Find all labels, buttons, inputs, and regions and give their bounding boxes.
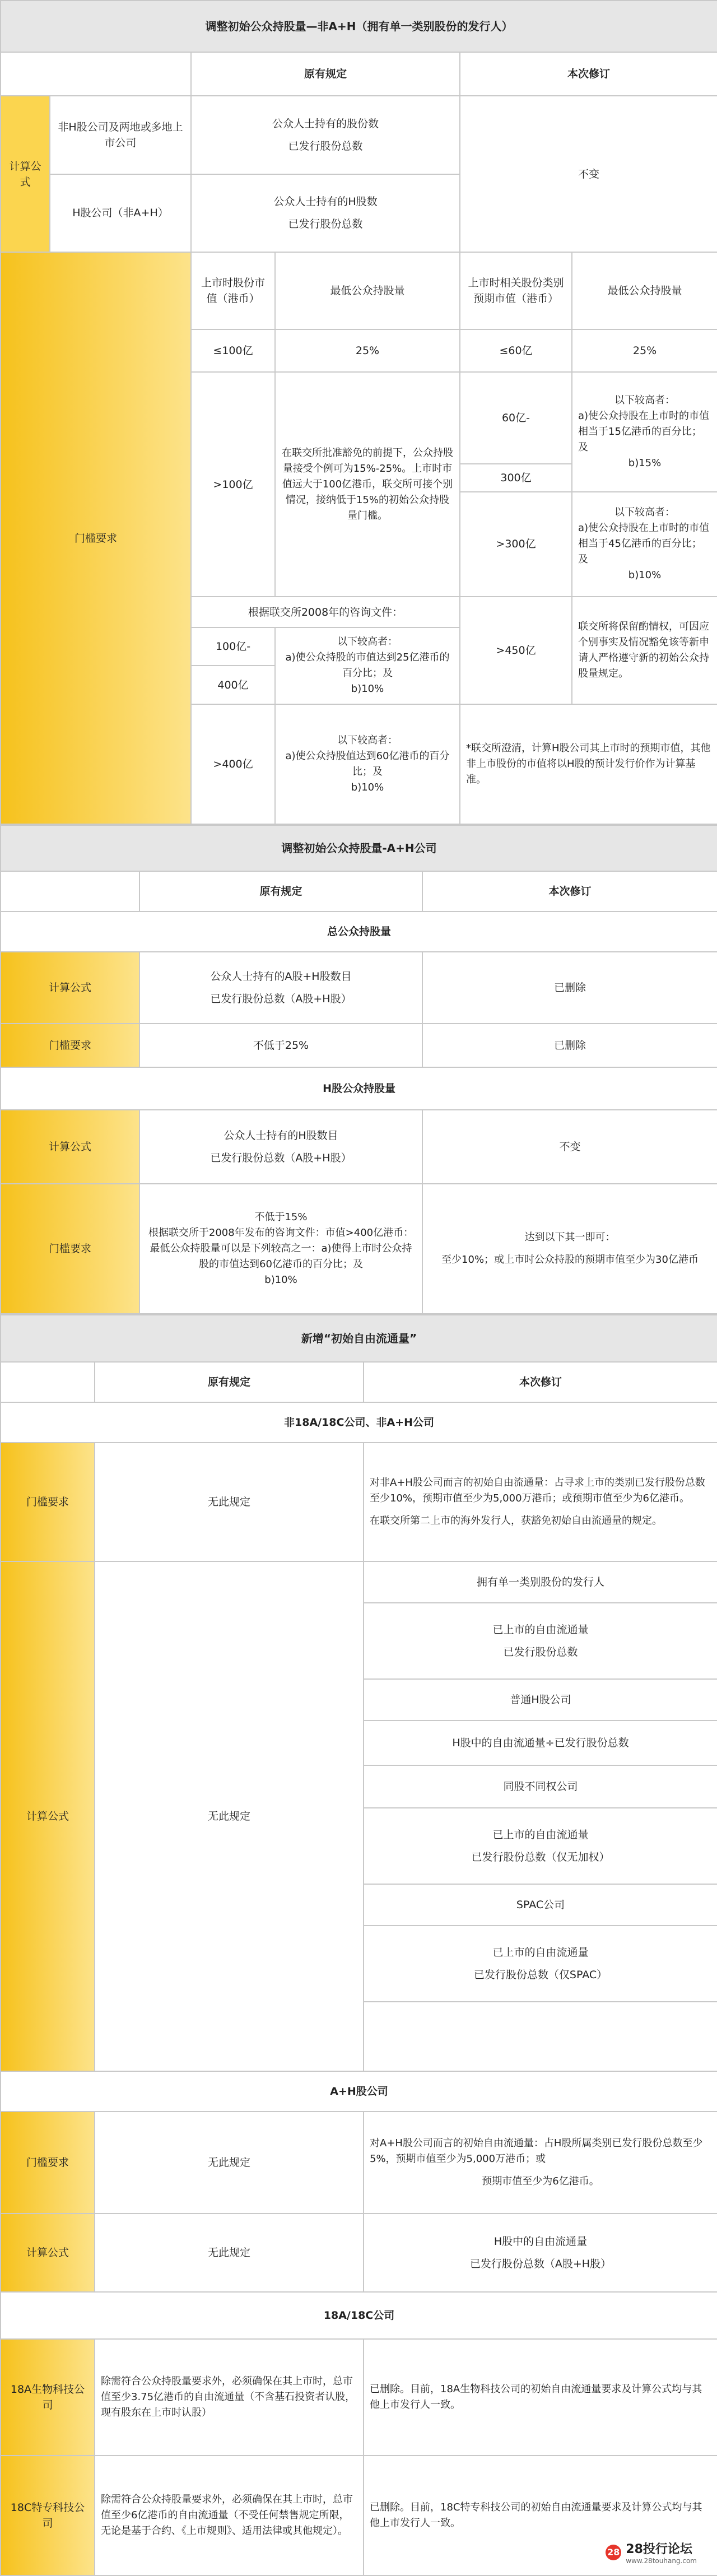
header-old-rules: 原有规定 xyxy=(139,871,422,912)
formula-h-share-label: 普通H股公司 xyxy=(364,1679,717,1721)
table-title: 调整初始公众持股量-A+H公司 xyxy=(1,825,717,871)
formula-numerator: 公众人士持有的股份数 xyxy=(272,117,379,130)
header-revision: 本次修订 xyxy=(422,871,717,912)
formula-wvr: 已上市的自由流通量 已发行股份总数（仅无加权） xyxy=(364,1808,717,1884)
total-threshold-deleted: 已删除 xyxy=(422,1024,717,1067)
h-threshold-new: 达到以下其一即可： 至少10%；或上市时公众持股的预期市值至少为30亿港币 xyxy=(422,1184,717,1314)
old-gt400: >400亿 xyxy=(191,704,275,824)
h-formula: 公众人士持有的H股数目 已发行股份总数（A股+H股） xyxy=(139,1110,422,1184)
calc-formula-label: 计算公式 xyxy=(1,1561,95,2071)
calc-formula-label: 计算公式 xyxy=(1,96,50,252)
new-60-300: 60亿- xyxy=(460,372,572,464)
section-h-public-float: H股公众持股量 xyxy=(1,1067,717,1110)
special-tech-new: 已删除。目前，18C特专科技公司的初始自由流通量要求及计算公式均与其他上市发行人一致。 xyxy=(364,2456,717,2575)
h-threshold-old: 不低于15% 根据联交所于2008年发布的咨询文件：市值>400亿港币：最低公众持股量可以是下列较高之一：a)使得上市时公众持股的市值达到60亿港币的百分比；及 b)10% xyxy=(139,1184,422,1314)
calc-formula-label: 计算公式 xyxy=(1,2214,95,2292)
section-ah: A+H股公司 xyxy=(1,2071,717,2112)
header-old-rules: 原有规定 xyxy=(191,52,460,96)
new-gt450-desc: 联交所将保留酌情权，可因应个别事实及情况豁免该等新申请人严格遵守新的初始公众持股量规定。 xyxy=(572,597,717,704)
biotech-old: 除需符合公众持股量要求外，必须确保在其上市时，总市值至少3.75亿港币的自由流通量（不含基石投资者认股，现有股东在上市时认股） xyxy=(95,2339,364,2456)
new-gt300-rule: 以下较高者： a)使公众持股在上市时的市值相当于45亿港币的百分比；及 b)10% xyxy=(572,492,717,597)
threshold-label: 门槛要求 xyxy=(1,2112,95,2214)
forum-logo-icon: 28 xyxy=(606,2545,621,2560)
section-non-18a-18c: 非18A/18C公司、非A+H公司 xyxy=(1,1402,717,1443)
calc-formula-label: 计算公式 xyxy=(1,952,139,1024)
old-100-400-bottom: 400亿 xyxy=(191,666,275,704)
watermark-url: www.28touhang.com xyxy=(626,2557,697,2565)
formula-numerator: 公众人士持有的H股数 xyxy=(273,196,378,208)
new-gt300: >300亿 xyxy=(460,492,572,597)
biotech-label: 18A生物科技公司 xyxy=(1,2339,95,2456)
old-gt100: >100亿 xyxy=(191,372,275,597)
ah-threshold-old: 无此规定 xyxy=(95,2112,364,2214)
ah-calc-old: 无此规定 xyxy=(95,2214,364,2292)
formula-denominator: 已发行股份总数 xyxy=(288,218,363,231)
new-le60-min: 25% xyxy=(572,329,717,372)
h-company-label: H股公司（非A+H） xyxy=(50,174,191,253)
old-col-market-value: 上市时股份市值（港币） xyxy=(191,252,275,329)
threshold-label: 门槛要求 xyxy=(1,1024,139,1067)
biotech-new: 已删除。目前，18A生物科技公司的初始自由流通量要求及计算公式均与其他上市发行人一致。 xyxy=(364,2339,717,2456)
header-revision: 本次修订 xyxy=(364,1362,717,1402)
table-initial-public-float-ah xyxy=(0,825,717,1314)
ah-calc-new: H股中的自由流通量 已发行股份总数（A股+H股） xyxy=(364,2214,717,2292)
old-le100: ≤100亿 xyxy=(191,329,275,372)
table-initial-free-float xyxy=(0,1314,717,2576)
old-col-min-public-float: 最低公众持股量 xyxy=(275,252,460,329)
special-tech-label: 18C特专科技公司 xyxy=(1,2456,95,2575)
watermark-text: 28投行论坛 xyxy=(626,2542,692,2556)
non-h-company-label: 非H股公司及两地或多地上市公司 xyxy=(50,96,191,174)
new-col-min-public-float: 最低公众持股量 xyxy=(572,252,717,329)
ah-threshold-new: 对A+H股公司而言的初始自由流通量：占H股所属类别已发行股份总数至少5%，预期市值至少为5,000万港币；或 预期市值至少为6亿港币。 xyxy=(364,2112,717,2214)
header-revision: 本次修订 xyxy=(460,52,717,96)
new-le60: ≤60亿 xyxy=(460,329,572,372)
threshold-label: 门槛要求 xyxy=(1,1443,95,1561)
section-18a-18c: 18A/18C公司 xyxy=(1,2292,717,2339)
section-total-public-float: 总公众持股量 xyxy=(1,912,717,952)
calc-old: 无此规定 xyxy=(95,1561,364,2071)
new-60-300-rule: 以下较高者： a)使公众持股在上市时的市值相当于15亿港币的百分比；及 b)15% xyxy=(572,372,717,492)
total-formula-deleted: 已删除 xyxy=(422,952,717,1024)
threshold-label: 门槛要求 xyxy=(1,1184,139,1314)
h-formula-unchanged: 不变 xyxy=(422,1110,717,1184)
formula-spac: 已上市的自由流通量 已发行股份总数（仅SPAC） xyxy=(364,1926,717,2002)
calc-unchanged: 不变 xyxy=(460,96,717,252)
header-old-rules: 原有规定 xyxy=(95,1362,364,1402)
empty-header xyxy=(1,52,191,96)
old-gt400-rule: 以下较高者： a)使公众持股值达到60亿港币的百分比；及 b)10% xyxy=(275,704,460,824)
formula-h-share: H股中的自由流通量÷已发行股份总数 xyxy=(364,1721,717,1765)
threshold-label: 门槛要求 xyxy=(1,252,191,824)
table-title: 新增“初始自由流通量” xyxy=(1,1315,717,1362)
formula-single-class-label: 拥有单一类别股份的发行人 xyxy=(364,1561,717,1603)
new-col-market-value: 上市时相关股份类别预期市值（港币） xyxy=(460,252,572,329)
non-h-formula xyxy=(191,96,460,174)
table-title: 调整初始公众持股量—非A+H（拥有单一类别股份的发行人） xyxy=(1,1,717,52)
empty-header xyxy=(1,1362,95,1402)
old-100-400-top: 100亿- xyxy=(191,627,275,666)
formula-denominator: 已发行股份总数 xyxy=(288,140,363,152)
h-formula xyxy=(191,174,460,253)
new-note: *联交所澄清，计算H股公司其上市时的预期市值，其他非上市股份的市值将以H股的预计发行价作为计算基准。 xyxy=(460,704,717,824)
table-initial-public-float-non-ah xyxy=(0,0,717,825)
non-threshold-new: 对非A+H股公司而言的初始自由流通量：占寻求上市的类别已发行股份总数至少10%，预期市值至少为5,000万港币；或预期市值至少为6亿港币。 在联交所第二上市的海外发行人，获豁免初始自由流通量的规定。 xyxy=(364,1443,717,1561)
consult-2008: 根据联交所2008年的咨询文件： xyxy=(191,597,460,627)
formula-wvr-label: 同股不同权公司 xyxy=(364,1765,717,1808)
special-tech-old: 除需符合公众持股量要求外，必须确保在其上市时，总市值至少6亿港币的自由流通量（不受任何禁售规定所限，无论是基于合约、《上市规则》、适用法律或其他规定）。 xyxy=(95,2456,364,2575)
new-300: 300亿 xyxy=(460,464,572,492)
watermark-text-group xyxy=(626,2540,697,2565)
watermark xyxy=(601,2537,701,2567)
total-threshold-old: 不低于25% xyxy=(139,1024,422,1067)
new-gt450: >450亿 xyxy=(460,597,572,704)
old-100-400-rule: 以下较高者： a)使公众持股的市值达到25亿港币的百分比；及 b)10% xyxy=(275,627,460,704)
old-gt100-desc: 在联交所批准豁免的前提下，公众持股量接受个例可为15%-25%。上市时市值远大于100亿港币，联交所可接个别情况，接纳低于15%的初始公众持股量门槛。 xyxy=(275,372,460,597)
total-formula: 公众人士持有的A股+H股数目 已发行股份总数（A股+H股） xyxy=(139,952,422,1024)
formula-spac-label: SPAC公司 xyxy=(364,1884,717,1926)
empty-header xyxy=(1,871,139,912)
formula-single-class: 已上市的自由流通量 已发行股份总数 xyxy=(364,1603,717,1679)
non-threshold-old: 无此规定 xyxy=(95,1443,364,1561)
calc-formula-label: 计算公式 xyxy=(1,1110,139,1184)
old-le100-min: 25% xyxy=(275,329,460,372)
